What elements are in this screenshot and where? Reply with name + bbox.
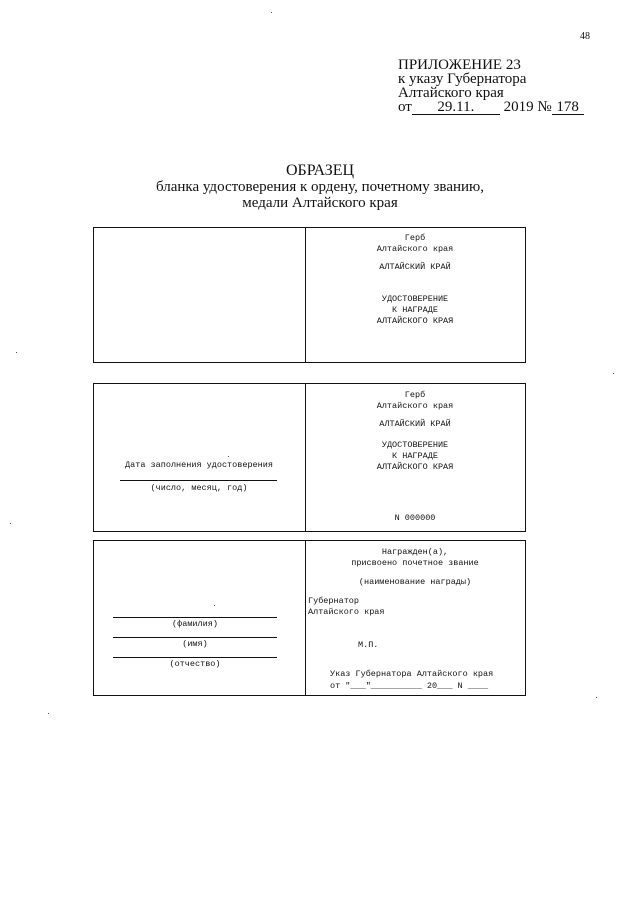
appendix-header: [398, 58, 584, 115]
form3-name-label: (имя): [182, 639, 208, 649]
scan-speck: [271, 12, 272, 13]
appendix-number-sign: №: [537, 99, 552, 115]
form2-cert-line2: К НАГРАДЕ: [392, 451, 438, 461]
appendix-date-line: [398, 100, 584, 115]
scan-speck: [613, 373, 614, 374]
form2-certificate: [305, 440, 525, 473]
form3-awarded-line1: Награжден(а),: [381, 547, 449, 557]
appendix-number-value: 178: [552, 100, 584, 115]
form3-seal: М.П.: [358, 640, 379, 650]
form3-patronymic-label: (отчество): [169, 659, 221, 669]
form2-cert-line3: АЛТАЙСКОГО КРАЯ: [376, 462, 454, 472]
appendix-date-value: 29.11.: [412, 100, 500, 115]
title-line2: бланка удостоверения к ордену, почетному званию,: [155, 179, 484, 195]
form3-governor: [308, 596, 385, 618]
appendix-year: 2019: [503, 99, 534, 115]
form1-coat: [305, 233, 525, 255]
form3-patronymic-line: [113, 657, 277, 658]
form2-region: АЛТАЙСКИЙ КРАЙ: [379, 419, 451, 429]
form3-awarded-line2: присвоено почетное звание: [351, 558, 479, 568]
title-main: ОБРАЗЕЦ: [285, 162, 355, 179]
form1-cert-line1: УДОСТОВЕРЕНИЕ: [381, 294, 449, 304]
scan-speck: [48, 713, 49, 714]
form2-date-label: Дата заполнения удостоверения: [125, 460, 273, 470]
form1-cert-line3: АЛТАЙСКОГО КРАЯ: [376, 316, 454, 326]
form1-coat-line2: Алтайского края: [376, 244, 454, 254]
form3-governor-line1: Губернатор: [308, 596, 360, 606]
form3-award-name: (наименование награды): [358, 577, 472, 587]
page-number: 48: [580, 31, 590, 42]
document-title: [0, 163, 640, 211]
form2-coat-line1: Герб: [404, 390, 426, 400]
form2-coat: [305, 390, 525, 412]
appendix-title: ПРИЛОЖЕНИЕ 23: [398, 57, 521, 73]
form1-region: АЛТАЙСКИЙ КРАЙ: [379, 262, 451, 272]
form1-certificate: [305, 294, 525, 327]
form3-awarded: [305, 547, 525, 569]
form2-date-line: [120, 480, 277, 481]
appendix-date-prefix: от: [398, 99, 412, 115]
form2-date-hint: (число, месяц, год): [150, 483, 248, 493]
form2-coat-line2: Алтайского края: [376, 401, 454, 411]
form3-name-line: [113, 637, 277, 638]
title-line3: медали Алтайского края: [242, 195, 398, 211]
form3-surname-line: [113, 617, 277, 618]
form3-decree-date: от "___"__________ 20___ N ____: [330, 681, 489, 691]
scan-speck: [596, 697, 597, 698]
form2-cert-line1: УДОСТОВЕРЕНИЕ: [381, 440, 449, 450]
appendix-region: Алтайского края: [398, 85, 504, 101]
scan-speck: [228, 456, 229, 457]
scan-speck: [16, 352, 17, 353]
form3-decree: Указ Губернатора Алтайского края: [330, 669, 494, 679]
scan-speck: [214, 605, 215, 606]
form2-serial-number: N 000000: [394, 513, 436, 523]
form3-governor-line2: Алтайского края: [308, 607, 385, 617]
form1-cert-line2: К НАГРАДЕ: [392, 305, 438, 315]
form1-coat-line1: Герб: [404, 233, 426, 243]
form3-surname-label: (фамилия): [172, 619, 218, 629]
scan-speck: [10, 523, 11, 524]
appendix-decree-ref: к указу Губернатора: [398, 71, 527, 87]
